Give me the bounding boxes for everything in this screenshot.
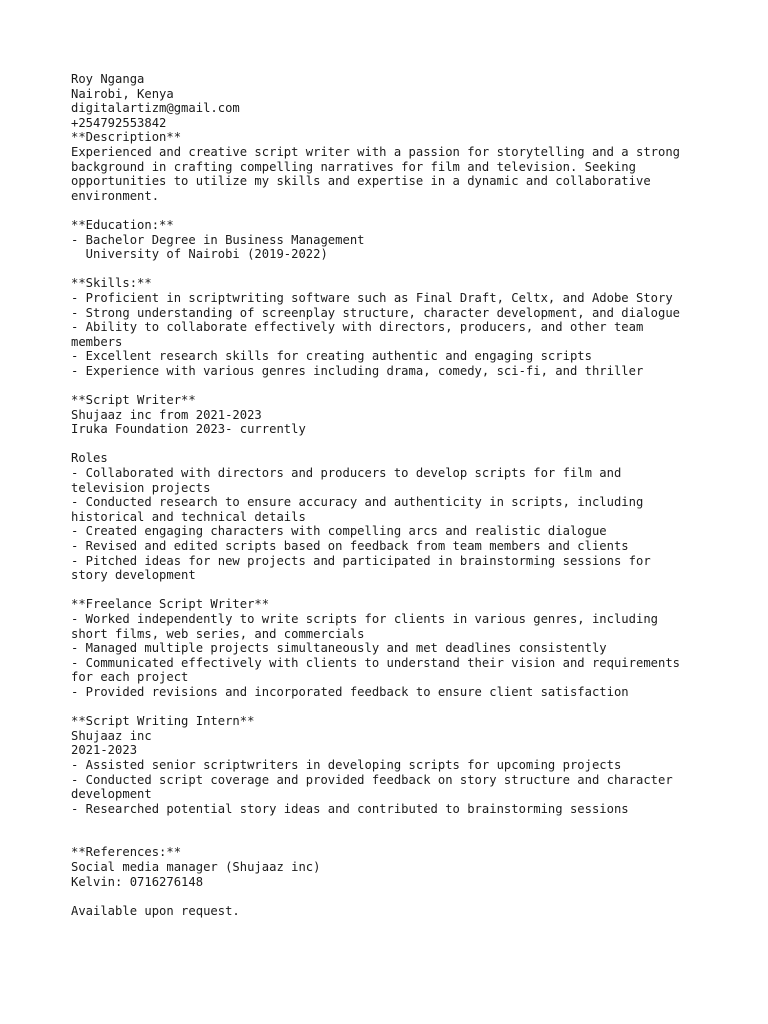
email-line: digitalartizm@gmail.com — [71, 101, 240, 116]
intern-item: - Assisted senior scriptwriters in developing scripts for upcoming projects — [71, 757, 622, 772]
skills-item: - Strong understanding of screenplay structure, character development, and dialogue — [71, 305, 681, 320]
intern-item: development — [71, 787, 152, 802]
roles-item: - Collaborated with directors and producers to develop scripts for film and — [71, 466, 622, 481]
name-line: Roy Nganga — [71, 72, 145, 86]
intern-item: - Researched potential story ideas and contributed to brainstorming sessions — [71, 801, 629, 816]
roles-item: - Created engaging characters with compelling arcs and realistic dialogue — [71, 524, 607, 539]
skills-item: - Proficient in scriptwriting software such as Final Draft, Celtx, and Adobe Story — [71, 290, 673, 305]
reference-line: Kelvin: 0716276148 — [71, 874, 204, 889]
skills-heading: **Skills:** — [71, 276, 152, 291]
roles-item: historical and technical details — [71, 509, 306, 524]
skills-item: - Experience with various genres including drama, comedy, sci-fi, and thriller — [71, 363, 644, 378]
description-text: environment. — [71, 188, 160, 203]
roles-item: television projects — [71, 480, 211, 495]
description-text: opportunities to utilize my skills and expertise in a dynamic and collaborative — [71, 174, 651, 189]
references-heading: **References:** — [71, 845, 182, 860]
blank-line — [71, 583, 751, 598]
skills-item: members — [71, 334, 123, 349]
skills-item: - Excellent research skills for creating authentic and engaging scripts — [71, 349, 592, 364]
freelance-item: - Provided revisions and incorporated feedback to ensure client satisfaction — [71, 684, 629, 699]
freelance-item: - Managed multiple projects simultaneously and met deadlines consistently — [71, 641, 607, 656]
intern-dates: 2021-2023 — [71, 743, 138, 758]
intern-heading: **Script Writing Intern** — [71, 714, 255, 729]
reference-line: Social media manager (Shujaaz inc) — [71, 860, 321, 875]
blank-line — [71, 816, 751, 831]
roles-item: - Conducted research to ensure accuracy and authenticity in scripts, including — [71, 495, 644, 510]
education-heading: **Education:** — [71, 217, 174, 232]
availability-note: Available upon request. — [71, 903, 240, 918]
skills-item: - Ability to collaborate effectively with directors, producers, and other team — [71, 320, 644, 335]
roles-item: story development — [71, 568, 196, 583]
phone-line: +254792553842 — [71, 115, 167, 130]
employment-line: Iruka Foundation 2023- currently — [71, 422, 306, 437]
freelance-item: short films, web series, and commercials — [71, 626, 365, 641]
blank-line — [71, 262, 751, 277]
blank-line — [71, 889, 751, 904]
blank-line — [71, 831, 751, 846]
description-heading: **Description** — [71, 130, 182, 145]
freelance-heading: **Freelance Script Writer** — [71, 597, 270, 612]
blank-line — [71, 437, 751, 452]
freelance-item: for each project — [71, 670, 189, 685]
roles-item: - Pitched ideas for new projects and participated in brainstorming sessions for — [71, 553, 651, 568]
blank-line — [71, 700, 751, 715]
education-item: - Bachelor Degree in Business Management — [71, 232, 365, 247]
roles-heading: Roles — [71, 451, 108, 466]
blank-line — [71, 378, 751, 393]
description-text: background in crafting compelling narratives for film and television. Seeking — [71, 159, 636, 174]
roles-item: - Revised and edited scripts based on feedback from team members and clients — [71, 539, 629, 553]
location-line: Nairobi, Kenya — [71, 86, 174, 101]
resume-document — [71, 72, 751, 918]
script-writer-heading: **Script Writer** — [71, 393, 196, 408]
blank-line — [71, 203, 751, 218]
freelance-item: - Worked independently to write scripts for clients in various genres, including — [71, 611, 658, 626]
freelance-item: - Communicated effectively with clients to understand their vision and requirements — [71, 655, 681, 670]
education-item: University of Nairobi (2019-2022) — [71, 247, 328, 262]
intern-item: - Conducted script coverage and provided feedback on story structure and character — [71, 772, 673, 787]
intern-employer: Shujaaz inc — [71, 728, 152, 743]
description-text: Experienced and creative script writer with a passion for storytelling and a strong — [71, 144, 681, 159]
employment-line: Shujaaz inc from 2021-2023 — [71, 407, 262, 422]
